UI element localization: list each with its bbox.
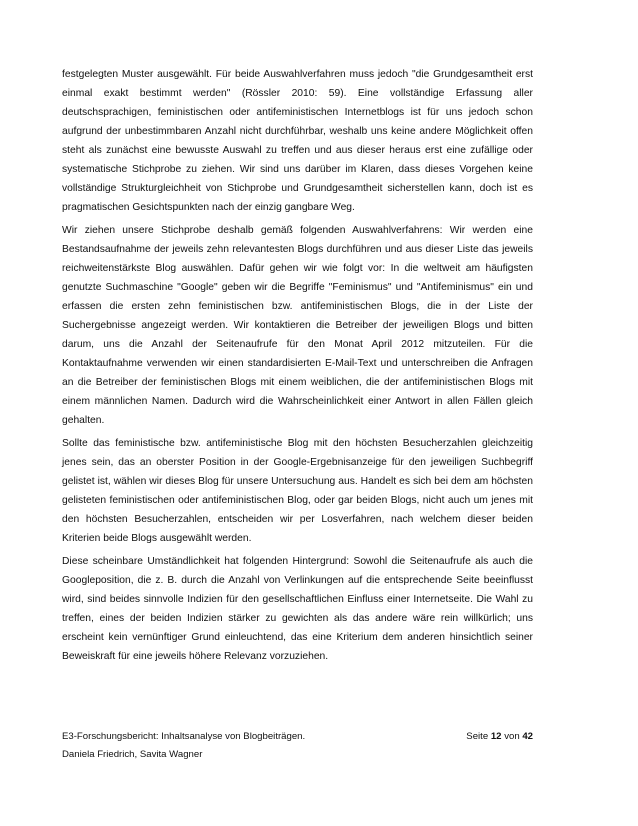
paragraph-2: Wir ziehen unsere Stichprobe deshalb gemäß folgenden Auswahlverfahrens: Wir werden eine Bestandsaufnahme der jeweils zehn relevantesten Blogs durchführen und aus dieser Liste das jeweils reichweitenstärkste Blog auswählen. Dafür gehen wir wie folgt vor: In die weltweit am häufigsten genutzte Suchmaschine "Google" geben wir die Begriffe "Feminismus" und "Antifeminismus" ein und erfassen die ersten zehn feministischen bzw. antifeministischen Blogs, die in der Liste der Suchergebnisse angezeigt werden. Wir kontaktieren die Betreiber der jeweiligen Blogs und bitten darum, uns die Anzahl der Seitenaufrufe für den Monat April 2012 mitzuteilen. Für die Kontaktaufnahme verwenden wir einen standardisierten E-Mail-Text und unterschreiben die Anfragen an die Betreiber der feministischen Blogs mit einem weiblichen, die der antifeministischen Blogs mit einem männlichen Namen. Dadurch wird die Wahrscheinlichkeit einer Antwort in allen Fällen gleich gehalten. [62,225,533,426]
page-current: 12 [490,731,502,742]
page-total: 42 [522,731,533,742]
footer-title: E3-Forschungsbericht: Inhaltsanalyse von Blogbeiträgen. [62,731,306,742]
paragraph-4: Diese scheinbare Umständlichkeit hat folgenden Hintergrund: Sowohl die Seitenaufrufe als auch die Googleposition, die z. B. durch die Anzahl von Verlinkungen auf die entsprechende Seite beeinflusst wird, sind beides sinnvolle Indizien für den gesellschaftlichen Einfluss einer Internetseite. Die Wahl zu treffen, eines der beiden Indizien stärker zu gewichten als das andere wäre rein willkürlich; uns erscheint kein vernünftiger Grund einleuchtend, das eine Kriterium dem anderen hinsichtlich seiner Beweiskraft für eine jeweils höhere Relevanz vorzuziehen. [62,556,533,662]
page-number [466,728,533,746]
paragraph-1: festgelegten Muster ausgewählt. Für beide Auswahlverfahren muss jedoch "die Grundgesamtheit erst einmal exakt bestimmt werden" (Rössler 2010: 59). Eine vollständige Erfassung aller deutschsprachigen, feministischen oder antifeministischen Internetblogs ist für uns jedoch schon aufgrund der unbestimmbaren Anzahl nicht durchführbar, weshalb uns keine andere Möglichkeit offen steht als zunächst eine bewusste Auswahl zu treffen und aus dieser heraus erst eine zufällige oder systematische Stichprobe zu ziehen. Wir sind uns darüber im Klaren, dass dieses Vorgehen keine vollständige Strukturgleichheit von Stichprobe und Grundgesamtheit sicherstellen kann, doch ist es pragmatischen Gesichtspunkten nach der einzig gangbare Weg. [62,69,533,213]
page-footer [62,728,533,764]
paragraph-3: Sollte das feministische bzw. antifeministische Blog mit den höchsten Besucherzahlen gleichzeitig jenes sein, das an oberster Position in der Google-Ergebnisanzeige für den jeweiligen Suchbegriff gelistet ist, wählen wir dieses Blog für unsere Untersuchung aus. Handelt es sich bei dem am höchsten gelisteten feministischen oder antifeministischen Blog, oder gar beiden Blogs, nicht auch um jenes mit den höchsten Besucherzahlen, entscheiden wir per Losverfahren, nach welchem dieser beiden Kriterien beide Blogs ausgewählt werden. [62,438,533,544]
footer-row-top [62,728,533,746]
page-prefix: Seite [466,731,489,742]
page-sep: von [504,731,520,742]
body-text [62,65,533,670]
footer-authors: Daniela Friedrich, Savita Wagner [62,749,203,760]
